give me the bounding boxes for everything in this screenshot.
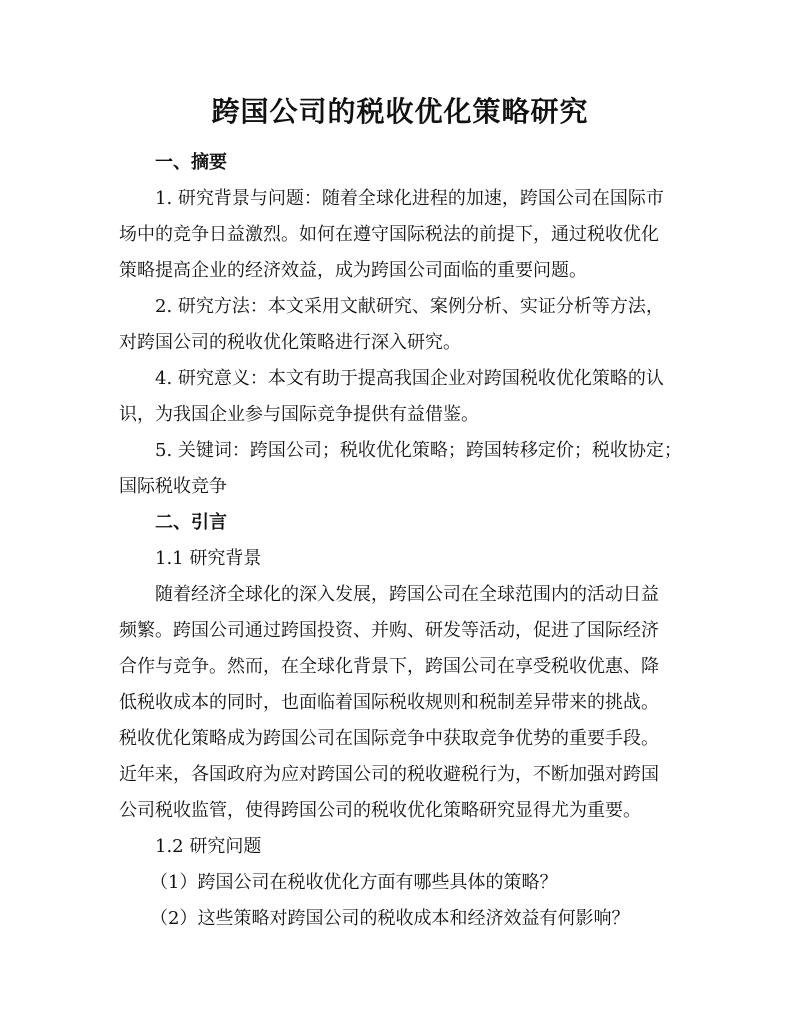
- abstract-line: 识，为我国企业参与国际竞争提供有益借鉴。: [119, 404, 479, 425]
- research-question: （1）跨国公司在税收优化方面有哪些具体的策略？: [150, 872, 558, 893]
- abstract-line: 4. 研究意义：本文有助于提高我国企业对跨国税收优化策略的认: [155, 368, 664, 389]
- abstract-line: 国际税收竞争: [119, 476, 227, 497]
- document-title: 跨国公司的税收优化策略研究: [211, 95, 589, 128]
- abstract-line: 2. 研究方法：本文采用文献研究、案例分析、实证分析等方法，: [155, 296, 664, 317]
- background-line: 低税收成本的同时，也面临着国际税收规则和税制差异带来的挑战。: [119, 692, 659, 713]
- abstract-line: 1. 研究背景与问题：随着全球化进程的加速，跨国公司在国际市: [155, 188, 664, 209]
- research-question: （2）这些策略对跨国公司的税收成本和经济效益有何影响？: [150, 908, 630, 929]
- background-line: 频繁。跨国公司通过跨国投资、并购、研发等活动，促进了国际经济: [119, 620, 659, 641]
- abstract-line: 策略提高企业的经济效益，成为跨国公司面临的重要问题。: [119, 260, 587, 281]
- background-line: 税收优化策略成为跨国公司在国际竞争中获取竞争优势的重要手段。: [119, 728, 659, 749]
- abstract-line: 对跨国公司的税收优化策略进行深入研究。: [119, 332, 461, 353]
- background-line: 随着经济全球化的深入发展，跨国公司在全球范围内的活动日益: [155, 584, 659, 605]
- abstract-line: 场中的竞争日益激烈。如何在遵守国际税法的前提下，通过税收优化: [119, 224, 659, 245]
- subsection-heading-questions: 1.2 研究问题: [155, 836, 262, 857]
- subsection-heading-background: 1.1 研究背景: [155, 548, 262, 569]
- section-heading-abstract: 一、摘要: [155, 152, 227, 173]
- background-line: 近年来，各国政府为应对跨国公司的税收避税行为，不断加强对跨国: [119, 764, 659, 785]
- section-heading-introduction: 二、引言: [155, 512, 227, 533]
- abstract-line: 5. 关键词：跨国公司；税收优化策略；跨国转移定价；税收协定；: [155, 440, 682, 461]
- background-line: 合作与竞争。然而，在全球化背景下，跨国公司在享受税收优惠、降: [119, 656, 659, 677]
- background-line: 公司税收监管，使得跨国公司的税收优化策略研究显得尤为重要。: [119, 800, 641, 821]
